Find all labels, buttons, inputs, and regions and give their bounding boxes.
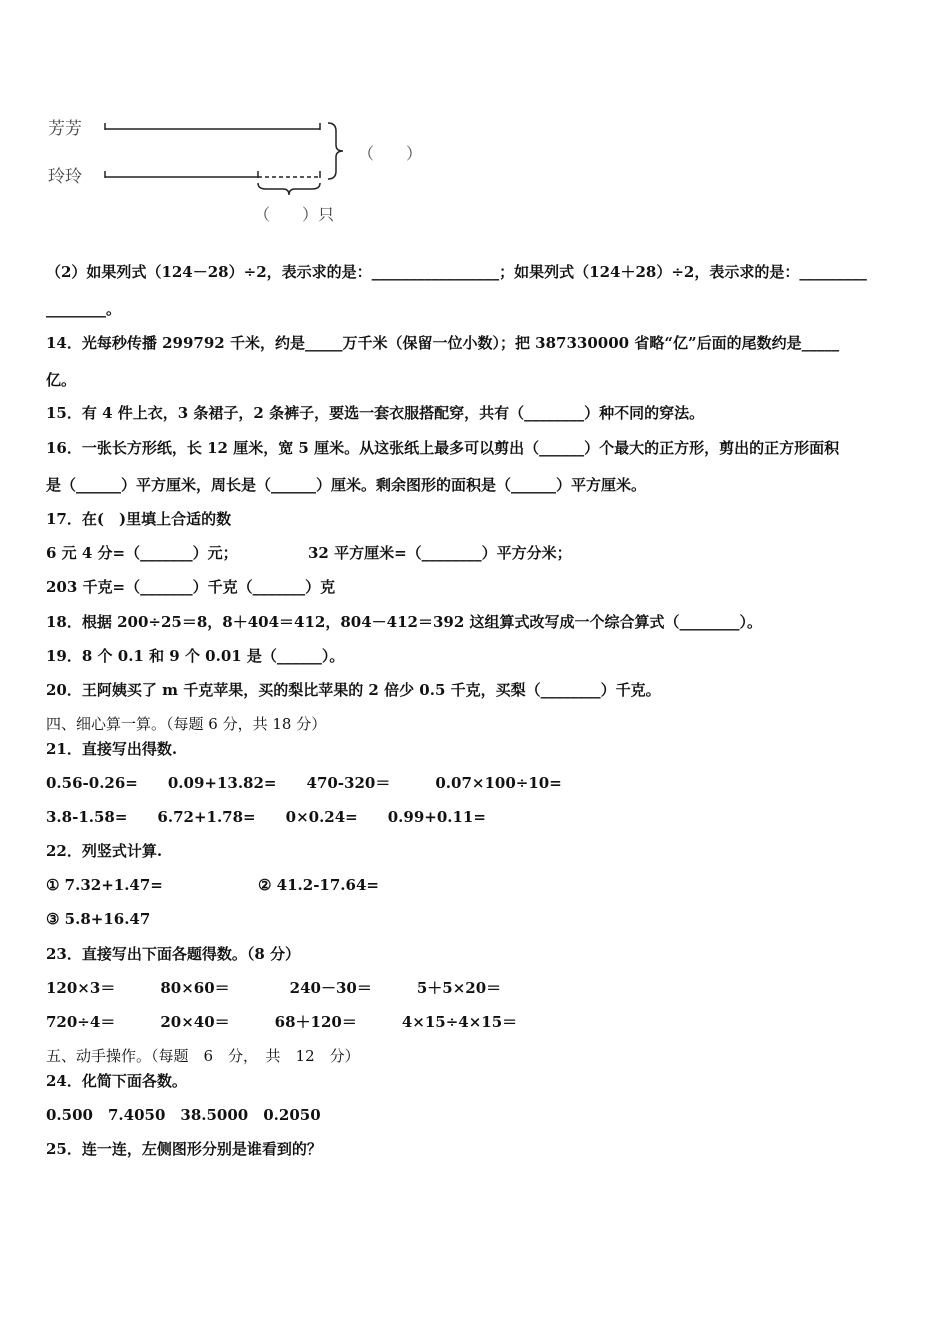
question-24: 24．化简下面各数。 [46,1072,187,1090]
question-18: 18．根据 200÷25＝8，8＋404＝412，804－412＝392 这组算式改写成一个综合算式（________）。 [46,613,763,631]
question-14-cont: 亿。 [46,371,77,389]
question-22: 22．列竖式计算. [46,842,163,860]
question-13-part2: （2）如果列式（124－28）÷2，表示求的是：_________________；如果列式（124＋28）÷2，表示求的是：_________ [46,263,867,281]
question-21-row1: 0.56-0.26= 0.09+13.82= 470-320＝ 0.07×100÷10= [46,774,562,792]
question-14: 14．光每秒传播 299792 千米，约是_____万千米（保留一位小数）；把 387330000 省略“亿”后面的尾数约是_____ [46,334,840,352]
question-19: 19．8 个 0.1 和 9 个 0.01 是（______）。 [46,647,345,665]
question-21: 21．直接写出得数. [46,740,178,758]
question-25: 25．连一连，左侧图形分别是谁看到的？ [46,1140,322,1158]
question-17-item-c: 203 千克=（_______）千克（_______）克 [46,578,336,596]
question-21-row2: 3.8-1.58= 6.72+1.78= 0×0.24= 0.99+0.11= [46,808,486,826]
question-22-item1: ① 7.32+1.47= [46,876,163,894]
segment-lines [40,105,440,230]
question-16-cont: 是（______）平方厘米，周长是（______）厘米。剩余图形的面积是（______）平方厘米。 [46,476,647,494]
question-17-item-a: 6 元 4 分=（_______）元； [46,544,238,562]
question-23-row1: 120×3＝ 80×60＝ 240－30＝ 5＋5×20＝ [46,979,502,997]
question-17-item-b: 32 平方厘米=（________）平方分米； [308,544,572,562]
bottom-answer-paren: （ ）只 [254,205,335,224]
label-lingling: 玲玲 [48,167,82,187]
question-20: 20．王阿姨买了 m 千克苹果，买的梨比苹果的 2 倍少 0.5 千克，买梨（________）千克。 [46,681,661,699]
question-16: 16．一张长方形纸，长 12 厘米，宽 5 厘米。从这张纸上最多可以剪出（______）个最大的正方形，剪出的正方形面积 [46,439,840,457]
right-answer-paren: （ ） [358,144,423,163]
line-segment-diagram [40,105,440,230]
question-24-numbers: 0.500 7.4050 38.5000 0.2050 [46,1106,321,1124]
section-5-heading: 五、动手操作。（每题 6 分， 共 12 分） [46,1047,360,1065]
question-23: 23．直接写出下面各题得数。（8 分） [46,945,301,963]
question-13-part2-cont: ________。 [46,300,122,318]
question-17: 17．在( )里填上合适的数 [46,510,232,528]
label-fangfang: 芳芳 [48,119,82,139]
question-22-item3: ③ 5.8+16.47 [46,910,151,928]
section-4-heading: 四、细心算一算。（每题 6 分，共 18 分） [46,715,327,733]
question-23-row2: 720÷4＝ 20×40＝ 68＋120＝ 4×15÷4×15＝ [46,1013,518,1031]
question-15: 15．有 4 件上衣，3 条裙子，2 条裤子，要选一套衣服搭配穿，共有（________）种不同的穿法。 [46,404,705,422]
question-22-item2: ② 41.2-17.64= [258,876,379,894]
